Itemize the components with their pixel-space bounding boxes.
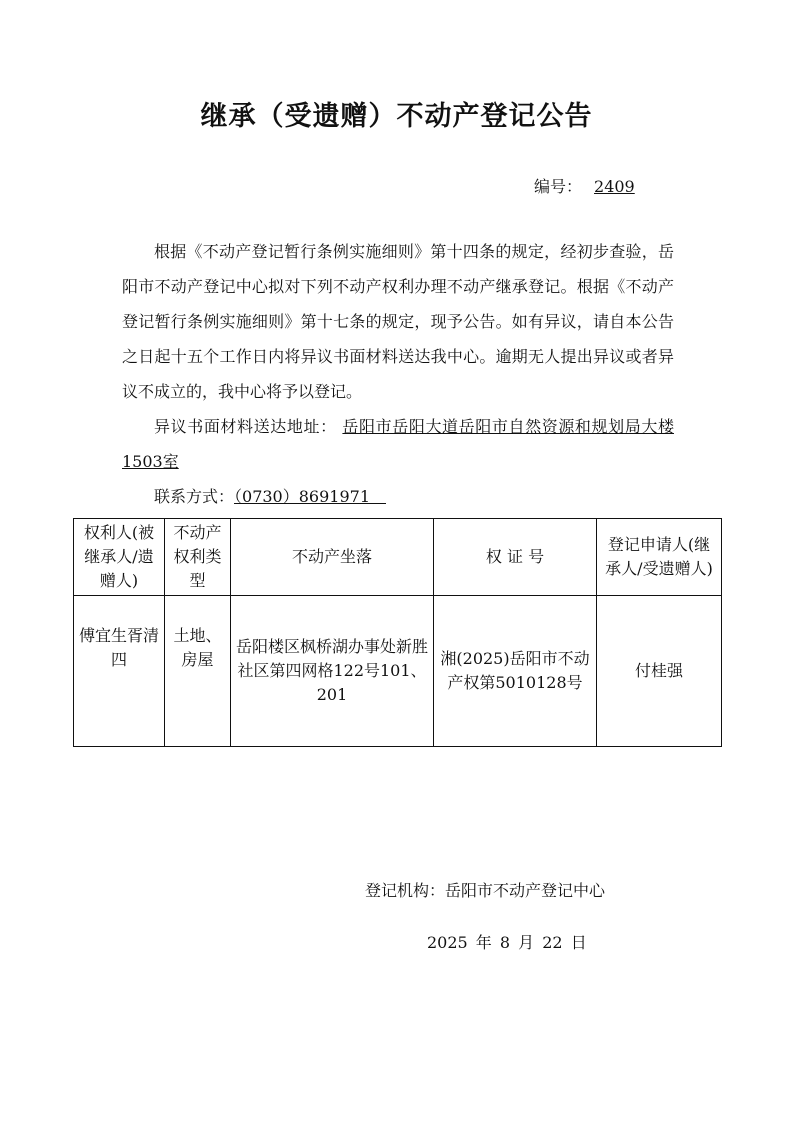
header-applicant: 登记申请人(继承人/受遗赠人) — [597, 519, 722, 596]
notice-body — [122, 234, 674, 514]
contact-line — [122, 479, 674, 514]
document-number-label: 编号： — [534, 177, 583, 196]
property-table — [73, 518, 722, 747]
table-row — [74, 596, 722, 747]
document-number-value: 2409 — [594, 177, 635, 196]
address-line — [122, 409, 674, 479]
cell-location: 岳阳楼区枫桥湖办事处新胜社区第四网格122号101、201 — [231, 596, 434, 747]
header-location: 不动产坐落 — [231, 519, 434, 596]
contact-value: （0730）8691971 — [234, 487, 370, 506]
page-title: 继承（受遗赠）不动产登记公告 — [200, 101, 593, 132]
registration-authority: 登记机构：岳阳市不动产登记中心 — [365, 881, 606, 900]
cell-applicant: 付桂强 — [597, 596, 722, 747]
notice-date: 2025 年 8 月 22 日 — [427, 933, 587, 952]
contact-label: 联系方式： — [154, 487, 235, 506]
cell-holder: 傅宜生胥清四 — [74, 596, 165, 747]
header-cert: 权 证 号 — [434, 519, 597, 596]
address-value: 岳阳市岳阳大道岳阳市自然资源和规划局大楼1503室 — [122, 417, 674, 471]
document-number — [534, 174, 635, 197]
cell-cert: 湘(2025)岳阳市不动产权第5010128号 — [434, 596, 597, 747]
table-header-row — [74, 519, 722, 596]
header-type: 不动产权利类型 — [165, 519, 231, 596]
cell-type: 土地、房屋 — [165, 596, 231, 747]
header-holder: 权利人(被继承人/遗赠人) — [74, 519, 165, 596]
notice-paragraph: 根据《不动产登记暂行条例实施细则》第十四条的规定，经初步查验，岳阳市不动产登记中心拟对下列不动产权利办理不动产继承登记。根据《不动产登记暂行条例实施细则》第十七条的规定，现予公告。如有异议，请自本公告之日起十五个工作日内将异议书面材料送达我中心。逾期无人提出异议或者异议不成立的，我中心将予以登记。 — [122, 242, 674, 401]
address-label: 异议书面材料送达地址： — [154, 417, 337, 436]
